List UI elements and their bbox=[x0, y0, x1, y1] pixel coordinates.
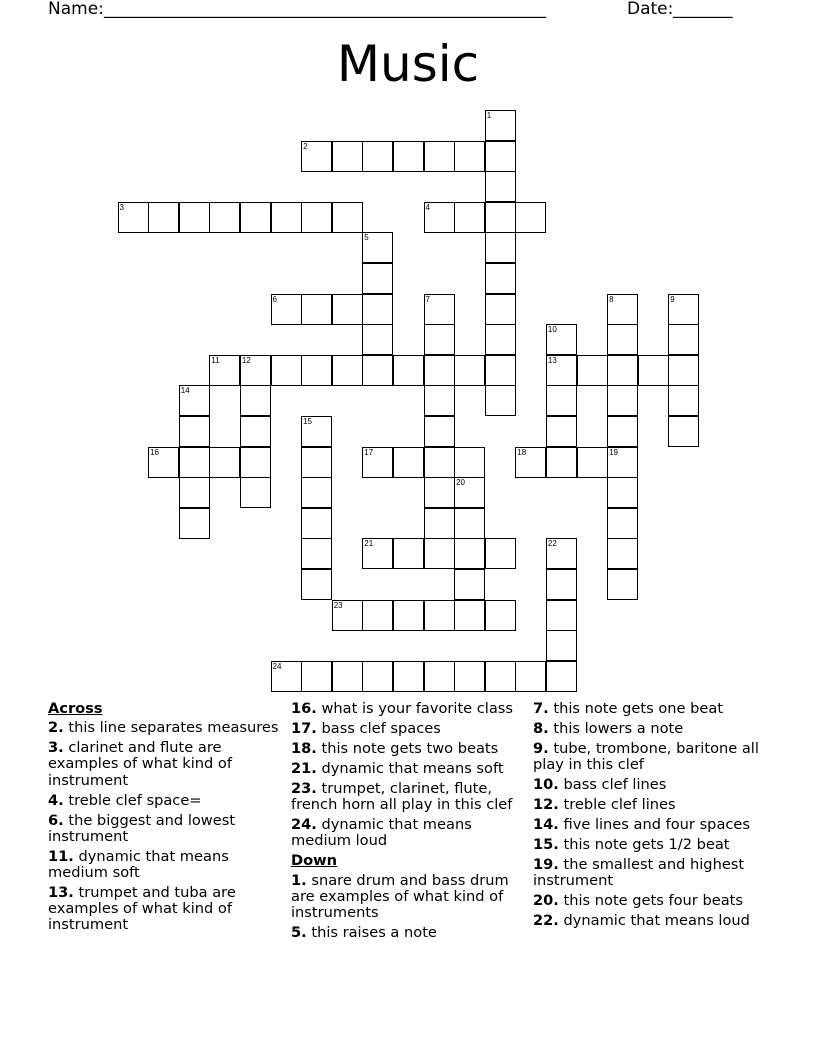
clue-item bbox=[533, 817, 773, 833]
clue-number: 19 bbox=[609, 447, 618, 457]
clue-item-text: treble clef lines bbox=[563, 796, 676, 814]
clue-item bbox=[48, 720, 280, 736]
grid-cell[interactable] bbox=[424, 538, 455, 569]
grid-cell[interactable] bbox=[393, 355, 424, 386]
clue-item bbox=[533, 837, 773, 853]
clue-item-text: trumpet, clarinet, flute, french horn all play in this clef bbox=[291, 780, 513, 814]
grid-cell[interactable] bbox=[607, 324, 638, 355]
clue-number: 10 bbox=[547, 325, 557, 335]
grid-cell[interactable] bbox=[546, 355, 577, 386]
clue-item-text: dynamic that means soft bbox=[321, 760, 504, 777]
grid-cell[interactable] bbox=[546, 630, 577, 661]
grid-cell[interactable] bbox=[607, 477, 638, 508]
grid-cell[interactable] bbox=[424, 661, 455, 692]
grid-cell[interactable] bbox=[638, 355, 669, 386]
grid-cell[interactable] bbox=[362, 447, 393, 478]
grid-cell[interactable] bbox=[485, 538, 516, 569]
grid-cell[interactable] bbox=[393, 447, 424, 478]
grid-cell[interactable] bbox=[424, 600, 455, 631]
clue-item-number: 22. bbox=[533, 912, 559, 930]
clue-item-number: 13. bbox=[48, 884, 74, 902]
grid-cell[interactable] bbox=[362, 232, 393, 263]
clue-item-text: this lowers a note bbox=[553, 720, 684, 737]
grid-cell[interactable] bbox=[332, 141, 363, 172]
grid-cell[interactable] bbox=[240, 202, 271, 233]
grid-cell[interactable] bbox=[668, 416, 699, 447]
date-line: _______ bbox=[673, 0, 733, 19]
clue-item bbox=[48, 813, 280, 845]
grid-cell[interactable] bbox=[148, 447, 179, 478]
grid-cell[interactable] bbox=[546, 569, 577, 600]
clue-item bbox=[291, 817, 529, 849]
grid-cell[interactable] bbox=[454, 141, 485, 172]
grid-cell[interactable] bbox=[607, 294, 638, 325]
grid-cell[interactable] bbox=[485, 141, 516, 172]
grid-cell[interactable] bbox=[301, 294, 332, 325]
grid-cell[interactable] bbox=[301, 447, 332, 478]
grid-cell[interactable] bbox=[515, 202, 546, 233]
clue-item-number: 8. bbox=[533, 720, 549, 737]
clue-number: 17 bbox=[364, 447, 374, 457]
clue-item-number: 7. bbox=[533, 700, 549, 717]
grid-cell[interactable] bbox=[301, 538, 332, 569]
grid-cell[interactable] bbox=[179, 447, 210, 478]
grid-cell[interactable] bbox=[485, 232, 516, 263]
clue-item-text: this note gets 1/2 beat bbox=[563, 836, 730, 854]
clue-item-number: 10. bbox=[533, 776, 559, 794]
clue-item-number: 4. bbox=[48, 791, 64, 809]
grid-cell[interactable] bbox=[668, 324, 699, 355]
clue-item-number: 15. bbox=[533, 836, 559, 854]
grid-cell[interactable] bbox=[240, 447, 271, 478]
grid-cell[interactable] bbox=[454, 569, 485, 600]
grid-cell[interactable] bbox=[546, 447, 577, 478]
grid-cell[interactable] bbox=[301, 416, 332, 447]
clue-item-text: dynamic that means loud bbox=[563, 912, 750, 930]
clue-item-number: 17. bbox=[291, 720, 317, 737]
grid-cell[interactable] bbox=[424, 141, 455, 172]
clue-item bbox=[291, 741, 529, 757]
clue-item-number: 16. bbox=[291, 700, 317, 717]
grid-cell[interactable] bbox=[607, 569, 638, 600]
grid-cell[interactable] bbox=[485, 110, 516, 141]
clue-item bbox=[533, 913, 773, 929]
grid-cell[interactable] bbox=[393, 141, 424, 172]
clue-item-number: 6. bbox=[48, 811, 64, 829]
grid-cell[interactable] bbox=[454, 447, 485, 478]
grid-cell[interactable] bbox=[424, 416, 455, 447]
grid-cell[interactable] bbox=[393, 661, 424, 692]
grid-cell[interactable] bbox=[424, 508, 455, 539]
clue-item-text: clarinet and flute are examples of what kind of instrument bbox=[48, 739, 232, 789]
grid-cell[interactable] bbox=[454, 477, 485, 508]
grid-cell[interactable] bbox=[668, 385, 699, 416]
clue-number: 22 bbox=[547, 539, 557, 549]
date-label: Date: bbox=[627, 0, 674, 19]
clue-item-text: the biggest and lowest instrument bbox=[48, 811, 236, 845]
clue-item-number: 12. bbox=[533, 796, 559, 814]
grid-cell[interactable] bbox=[485, 385, 516, 416]
grid-cell[interactable] bbox=[179, 508, 210, 539]
grid-cell[interactable] bbox=[607, 416, 638, 447]
grid-cell[interactable] bbox=[485, 294, 516, 325]
clue-number: 20 bbox=[456, 478, 465, 488]
grid-cell[interactable] bbox=[424, 202, 455, 233]
grid-cell[interactable] bbox=[118, 202, 149, 233]
clue-column-3 bbox=[533, 701, 773, 933]
grid-cell[interactable] bbox=[607, 385, 638, 416]
clue-item bbox=[533, 721, 773, 737]
grid-cell[interactable] bbox=[454, 538, 485, 569]
page-title: Music bbox=[336, 35, 480, 93]
clue-item bbox=[291, 701, 529, 717]
grid-cell[interactable] bbox=[546, 538, 577, 569]
grid-cell[interactable] bbox=[301, 477, 332, 508]
grid-cell[interactable] bbox=[362, 141, 393, 172]
clue-item-text: this line separates measures bbox=[68, 719, 279, 737]
grid-cell[interactable] bbox=[393, 600, 424, 631]
clue-item-text: snare drum and bass drum are examples of what kind of instruments bbox=[291, 871, 509, 922]
grid-cell[interactable] bbox=[301, 355, 332, 386]
grid-cell[interactable] bbox=[577, 447, 608, 478]
grid-cell[interactable] bbox=[209, 447, 240, 478]
grid-cell[interactable] bbox=[301, 569, 332, 600]
clue-item bbox=[48, 740, 280, 789]
clue-number: 16 bbox=[150, 447, 159, 457]
grid-cell[interactable] bbox=[424, 355, 455, 386]
grid-cell[interactable] bbox=[271, 355, 302, 386]
grid-cell[interactable] bbox=[301, 202, 332, 233]
grid-cell[interactable] bbox=[332, 661, 363, 692]
grid-cell[interactable] bbox=[362, 538, 393, 569]
grid-cell[interactable] bbox=[148, 202, 179, 233]
grid-cell[interactable] bbox=[301, 141, 332, 172]
grid-cell[interactable] bbox=[332, 202, 363, 233]
grid-cell[interactable] bbox=[485, 600, 516, 631]
clue-item-text: treble clef space= bbox=[68, 791, 202, 809]
grid-cell[interactable] bbox=[301, 661, 332, 692]
grid-cell[interactable] bbox=[424, 477, 455, 508]
clue-item bbox=[291, 761, 529, 777]
grid-cell[interactable] bbox=[209, 355, 240, 386]
clue-item-number: 2. bbox=[48, 719, 64, 737]
grid-cell[interactable] bbox=[424, 324, 455, 355]
grid-cell[interactable] bbox=[515, 661, 546, 692]
name-line: ____________________________________________________ bbox=[104, 0, 546, 19]
clue-item-number: 14. bbox=[533, 816, 559, 834]
clue-number: 2 bbox=[303, 141, 308, 151]
grid-cell[interactable] bbox=[485, 202, 516, 233]
grid-cell[interactable] bbox=[179, 385, 210, 416]
grid-cell[interactable] bbox=[454, 202, 485, 233]
clue-item bbox=[533, 701, 773, 717]
clue-item-number: 24. bbox=[291, 816, 317, 834]
clue-item-text: this note gets four beats bbox=[563, 892, 743, 910]
clue-item-text: this note gets two beats bbox=[321, 740, 499, 757]
clue-number: 13 bbox=[547, 355, 557, 365]
clue-item-text: dynamic that means medium loud bbox=[291, 816, 472, 850]
clue-number: 21 bbox=[364, 539, 374, 549]
grid-cell[interactable] bbox=[454, 661, 485, 692]
grid-cell[interactable] bbox=[179, 477, 210, 508]
grid-cell[interactable] bbox=[546, 324, 577, 355]
clue-item bbox=[533, 893, 773, 909]
grid-cell[interactable] bbox=[362, 263, 393, 294]
grid-cell[interactable] bbox=[424, 294, 455, 325]
grid-cell[interactable] bbox=[362, 324, 393, 355]
grid-cell[interactable] bbox=[209, 202, 240, 233]
clue-item-text: bass clef spaces bbox=[321, 720, 441, 737]
clue-item-text: trumpet and tuba are examples of what kind of instrument bbox=[48, 884, 236, 934]
clue-item-number: 5. bbox=[291, 924, 307, 942]
clue-item bbox=[533, 741, 773, 773]
grid-cell[interactable] bbox=[271, 294, 302, 325]
grid-cell[interactable] bbox=[240, 477, 271, 508]
grid-cell[interactable] bbox=[607, 355, 638, 386]
section-heading-across: Across bbox=[48, 700, 103, 717]
clue-number: 8 bbox=[609, 294, 614, 304]
clue-number: 5 bbox=[364, 233, 369, 243]
grid-cell[interactable] bbox=[271, 202, 302, 233]
grid-cell[interactable] bbox=[454, 508, 485, 539]
grid-cell[interactable] bbox=[454, 355, 485, 386]
grid-cell[interactable] bbox=[485, 171, 516, 202]
grid-cell[interactable] bbox=[424, 385, 455, 416]
clue-item bbox=[48, 849, 280, 881]
clue-item bbox=[533, 797, 773, 813]
clue-item-text: five lines and four spaces bbox=[563, 816, 750, 834]
grid-cell[interactable] bbox=[240, 355, 271, 386]
grid-cell[interactable] bbox=[454, 600, 485, 631]
section-heading-down: Down bbox=[291, 852, 338, 870]
clue-number: 11 bbox=[211, 355, 220, 365]
clue-number: 9 bbox=[670, 294, 675, 304]
grid-cell[interactable] bbox=[607, 508, 638, 539]
clue-item-number: 1. bbox=[291, 871, 307, 889]
grid-cell[interactable] bbox=[546, 600, 577, 631]
name-label: Name: bbox=[48, 0, 104, 19]
grid-cell[interactable] bbox=[546, 385, 577, 416]
grid-cell[interactable] bbox=[362, 355, 393, 386]
clue-number: 24 bbox=[272, 661, 282, 671]
clue-number: 15 bbox=[303, 417, 312, 426]
clue-item-number: 21. bbox=[291, 760, 317, 777]
clue-number: 18 bbox=[517, 447, 527, 457]
clue-item-number: 20. bbox=[533, 892, 559, 910]
clue-item bbox=[291, 721, 529, 737]
grid-cell[interactable] bbox=[240, 385, 271, 416]
clue-item-number: 19. bbox=[533, 856, 559, 874]
clue-item-number: 3. bbox=[48, 739, 64, 757]
clue-item bbox=[291, 781, 529, 813]
grid-cell[interactable] bbox=[240, 416, 271, 447]
grid-cell[interactable] bbox=[332, 600, 363, 631]
clue-item-text: dynamic that means medium soft bbox=[48, 847, 229, 882]
clue-number: 12 bbox=[241, 355, 251, 365]
clue-item bbox=[533, 857, 773, 889]
grid-cell[interactable] bbox=[515, 447, 546, 478]
clue-item-text: tube, trombone, baritone all play in this clef bbox=[533, 740, 759, 774]
grid-cell[interactable] bbox=[179, 416, 210, 447]
grid-cell[interactable] bbox=[546, 661, 577, 692]
grid-cell[interactable] bbox=[271, 661, 302, 692]
grid-cell[interactable] bbox=[607, 538, 638, 569]
clue-item bbox=[291, 873, 529, 922]
grid-cell[interactable] bbox=[362, 661, 393, 692]
clue-number: 7 bbox=[425, 294, 430, 304]
clue-item-number: 23. bbox=[291, 780, 317, 797]
clue-item bbox=[48, 885, 280, 934]
clue-item bbox=[533, 777, 773, 793]
grid-cell[interactable] bbox=[577, 355, 608, 386]
clue-number: 1 bbox=[486, 111, 492, 120]
grid-cell[interactable] bbox=[332, 294, 363, 325]
grid-cell[interactable] bbox=[668, 294, 699, 325]
grid-cell[interactable] bbox=[424, 447, 455, 478]
clue-number: 14 bbox=[180, 386, 190, 396]
clue-item-text: the smallest and highest instrument bbox=[533, 856, 745, 890]
grid-cell[interactable] bbox=[393, 538, 424, 569]
grid-cell[interactable] bbox=[546, 416, 577, 447]
grid-cell[interactable] bbox=[668, 355, 699, 386]
clue-item-text: this raises a note bbox=[311, 924, 437, 942]
clue-item-text: what is your favorite class bbox=[321, 700, 514, 717]
grid-cell[interactable] bbox=[362, 294, 393, 325]
grid-cell[interactable] bbox=[485, 355, 516, 386]
clue-item bbox=[48, 793, 280, 809]
grid-cell[interactable] bbox=[607, 447, 638, 478]
grid-cell[interactable] bbox=[332, 355, 363, 386]
clue-item-number: 18. bbox=[291, 740, 317, 757]
grid-cell[interactable] bbox=[179, 202, 210, 233]
clue-column-2 bbox=[291, 701, 529, 945]
grid-cell[interactable] bbox=[485, 661, 516, 692]
clue-number: 4 bbox=[425, 202, 430, 212]
clue-item-number: 9. bbox=[533, 740, 549, 757]
clue-number: 3 bbox=[119, 202, 124, 212]
clue-item bbox=[291, 925, 529, 941]
clue-column-1 bbox=[48, 701, 280, 937]
grid-cell[interactable] bbox=[485, 263, 516, 294]
clue-item-number: 11. bbox=[48, 847, 74, 865]
clue-item-text: bass clef lines bbox=[563, 776, 667, 794]
clue-number: 6 bbox=[272, 294, 277, 304]
grid-cell[interactable] bbox=[301, 508, 332, 539]
grid-cell[interactable] bbox=[485, 324, 516, 355]
clue-number: 23 bbox=[333, 600, 343, 610]
clue-item-text: this note gets one beat bbox=[553, 700, 724, 717]
grid-cell[interactable] bbox=[362, 600, 393, 631]
